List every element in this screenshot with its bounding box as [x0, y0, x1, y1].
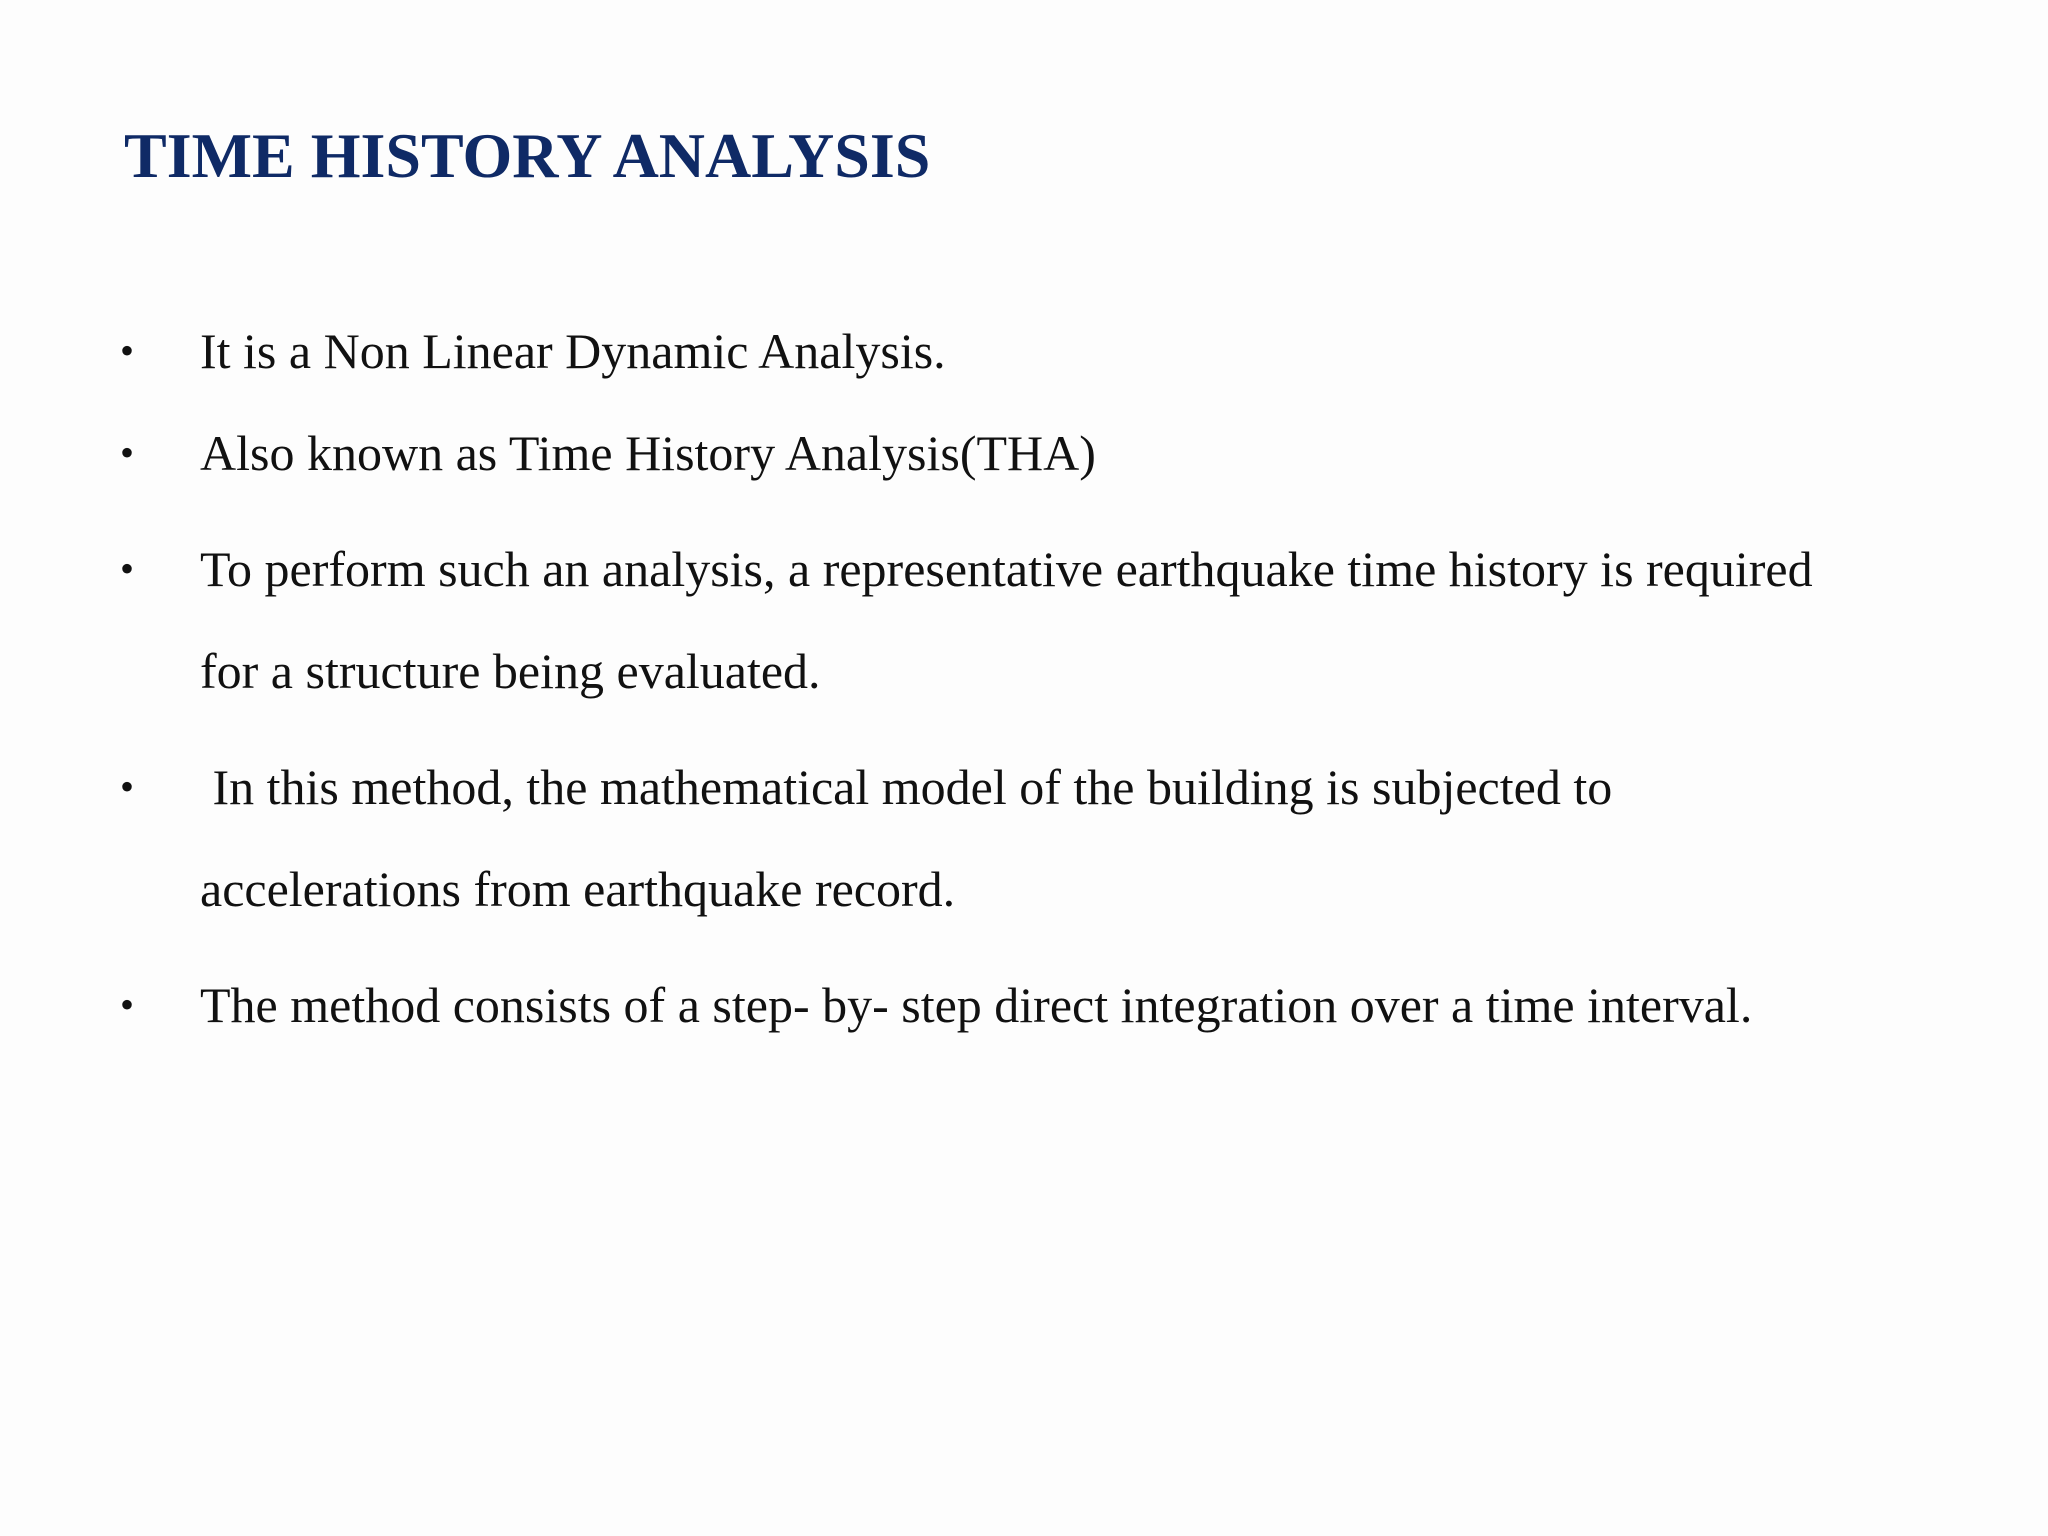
- bullet-text: It is a Non Linear Dynamic Analysis.: [200, 323, 946, 379]
- bullet-text: Also known as Time History Analysis(THA): [200, 425, 1096, 481]
- bullet-point-icon: •: [120, 982, 135, 1027]
- bullet-item: [120, 736, 1880, 940]
- bullet-item: [120, 518, 1880, 722]
- slide-title: TIME HISTORY ANALYSIS: [124, 120, 931, 191]
- bullet-text: The method consists of a step- by- step direct integration over a time interval.: [200, 977, 1753, 1033]
- bullet-point-icon: •: [120, 764, 135, 809]
- bullet-text: To perform such an analysis, a representative earthquake time history is required for a structure being evaluated.: [200, 541, 1826, 699]
- bullet-item: [120, 300, 1880, 402]
- bullet-point-icon: •: [120, 328, 135, 373]
- bullet-item: [120, 954, 1880, 1056]
- bullet-list: [120, 300, 1880, 1056]
- bullet-point-icon: •: [120, 546, 135, 591]
- bullet-point-icon: •: [120, 430, 135, 475]
- bullet-item: [120, 402, 1880, 504]
- bullet-text: In this method, the mathematical model of the building is subjected to accelerations from earthquake record.: [200, 759, 1625, 917]
